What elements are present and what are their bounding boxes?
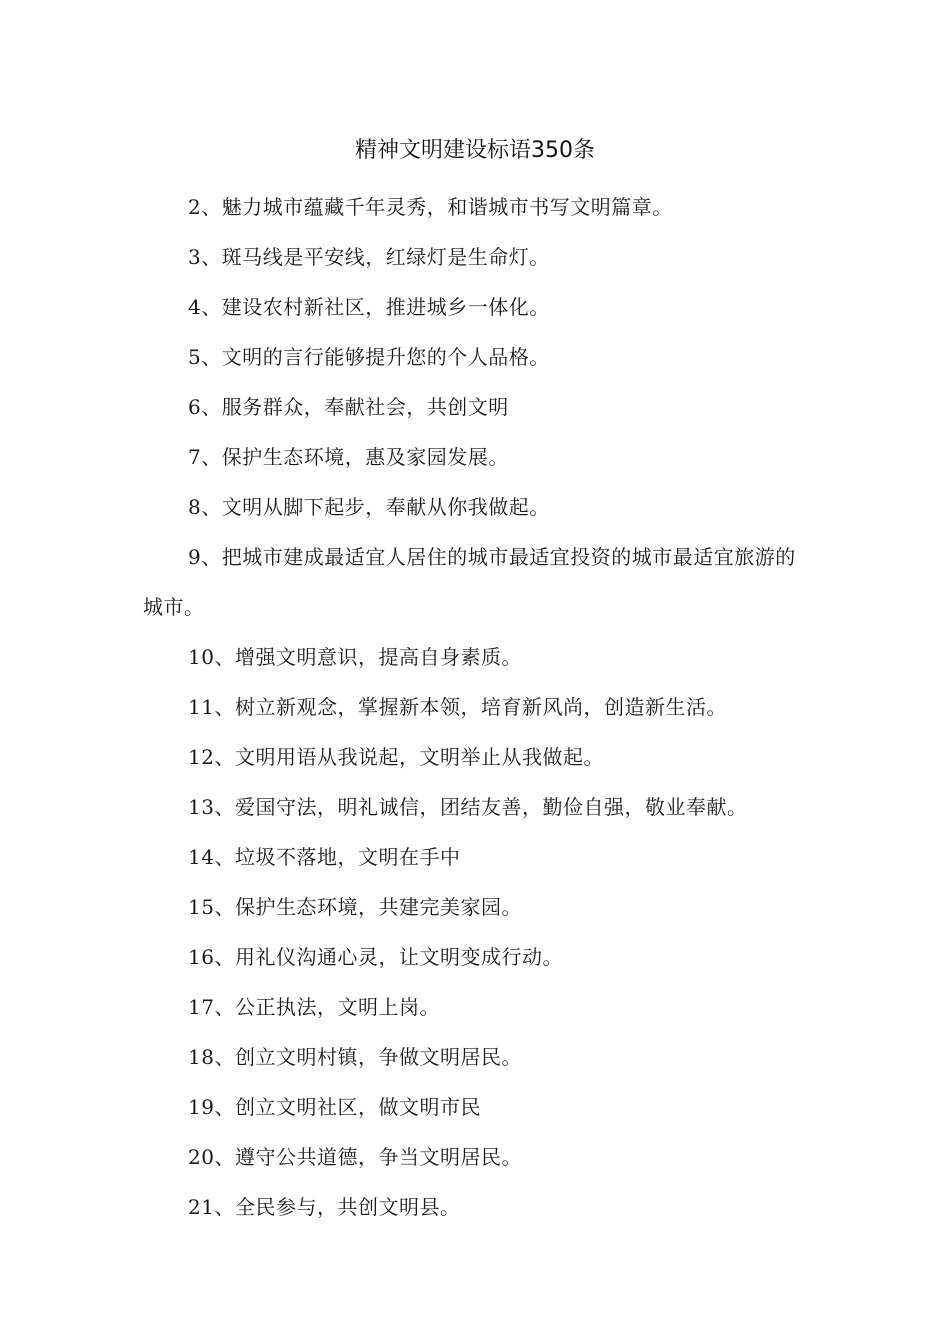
slogan-paragraph: 19、创立文明社区，做文明市民 [188, 1095, 481, 1119]
slogan-paragraph: 20、遵守公共道德，争当文明居民。 [188, 1145, 522, 1169]
slogan-paragraph: 4、建设农村新社区，推进城乡一体化。 [188, 295, 550, 319]
slogan-paragraph: 10、增强文明意识，提高自身素质。 [188, 645, 522, 669]
slogan-paragraph: 3、斑马线是平安线，红绿灯是生命灯。 [188, 245, 550, 269]
slogan-paragraph: 5、文明的言行能够提升您的个人品格。 [188, 345, 550, 369]
slogan-paragraph: 14、垃圾不落地，文明在手中 [188, 845, 461, 869]
slogan-paragraph: 18、创立文明村镇，争做文明居民。 [188, 1045, 522, 1069]
slogan-paragraph: 13、爱国守法，明礼诚信，团结友善，勤俭自强，敬业奉献。 [188, 795, 748, 819]
slogan-paragraph: 15、保护生态环境，共建完美家园。 [188, 895, 522, 919]
slogan-paragraph: 7、保护生态环境，惠及家园发展。 [188, 445, 509, 469]
document-body [143, 182, 808, 1232]
slogan-paragraph: 8、文明从脚下起步，奉献从你我做起。 [188, 495, 550, 519]
slogan-paragraph: 12、文明用语从我说起，文明举止从我做起。 [188, 745, 604, 769]
slogan-paragraph: 21、全民参与，共创文明县。 [188, 1195, 461, 1219]
slogan-paragraph: 17、公正执法，文明上岗。 [188, 995, 440, 1019]
slogan-paragraph: 16、用礼仪沟通心灵，让文明变成行动。 [188, 945, 563, 969]
slogan-paragraph: 11、树立新观念，掌握新本领，培育新风尚，创造新生活。 [188, 695, 727, 719]
slogan-paragraph: 6、服务群众，奉献社会，共创文明 [188, 395, 509, 419]
slogan-paragraph: 2、魅力城市蕴藏千年灵秀，和谐城市书写文明篇章。 [188, 195, 673, 219]
slogan-paragraph: 9、把城市建成最适宜人居住的城市最适宜投资的城市最适宜旅游的城市。 [143, 545, 796, 619]
document-title: 精神文明建设标语350条 [355, 138, 595, 163]
